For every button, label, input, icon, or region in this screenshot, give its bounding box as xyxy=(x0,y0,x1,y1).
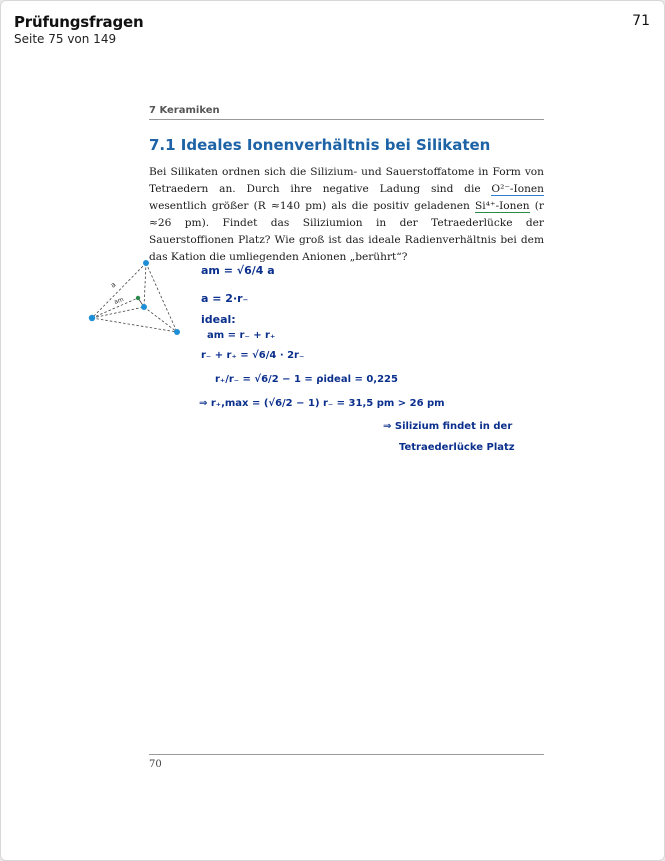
paragraph-part-3: (r ≈26 pm). Findet das Siliziumion in der Tetraederlücke der Sauerstoffionen Platz? Wie groß ist das ideale Radienverhältnis bei dem das Kation die umliegenden Anionen „berührt“? xyxy=(149,200,544,263)
oxygen-ion-link[interactable]: O²⁻-Ionen xyxy=(491,183,544,195)
chapter-heading: 7 Keramiken xyxy=(149,105,220,116)
footer-rule xyxy=(149,754,544,755)
app-title: Prüfungsfragen xyxy=(14,13,144,31)
hw-line-4: am = r₋ + r₊ xyxy=(207,330,276,341)
edge-label-am: am xyxy=(113,296,125,306)
section-title: 7.1 Ideales Ionenverhältnis bei Silikaten xyxy=(149,136,491,154)
hw-line-7: ⇒ r₊,max = (√6/2 − 1) r₋ = 31,5 pm > 26 pm xyxy=(199,398,445,409)
footer-page-number: 70 xyxy=(149,759,162,770)
hw-line-9: Tetraederlücke Platz xyxy=(399,442,515,453)
paragraph-part-2: wesentlich größer (R ≈140 pm) als die positiv geladenen xyxy=(149,200,476,212)
paragraph-part-1: Bei Silikaten ordnen sich die Silizium- und Sauerstoffatome in Form von Tetraedern an. Durch ihre negative Ladung sind die xyxy=(149,166,544,195)
hw-line-8: ⇒ Silizium findet in der xyxy=(383,421,513,432)
page-number: 71 xyxy=(632,13,650,29)
silicon-ion-link[interactable]: Si⁴⁺-Ionen xyxy=(475,200,530,212)
hw-line-5: r₋ + r₊ = √6/4 · 2r₋ xyxy=(201,350,305,361)
handwritten-notes xyxy=(1,1,664,860)
hw-line-3: ideal: xyxy=(201,313,236,326)
page-indicator: Seite 75 von 149 xyxy=(14,32,117,46)
hw-line-2: a = 2·r₋ xyxy=(201,292,249,305)
hw-line-6: r₊/r₋ = √6/2 − 1 = ρideal = 0,225 xyxy=(215,374,398,385)
edge-label-a: a xyxy=(109,280,118,290)
hw-line-1: am = √6/4 a xyxy=(201,264,275,277)
